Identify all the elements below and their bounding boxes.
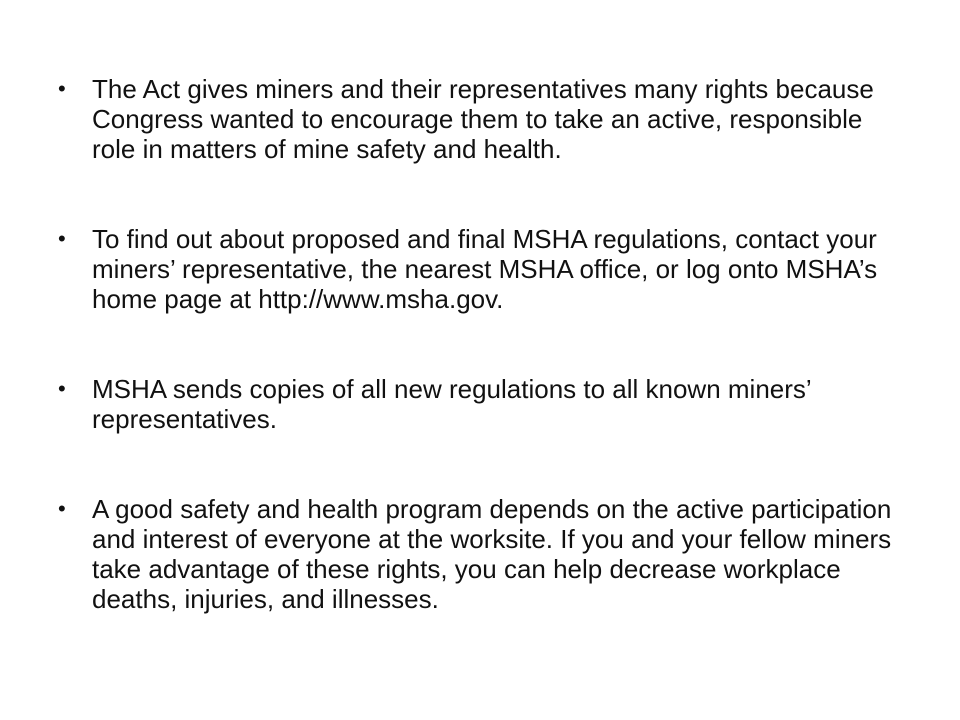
bullet-text: MSHA sends copies of all new regulations to all known miners’ representatives. [92, 374, 811, 434]
bullet-text: To find out about proposed and final MSHA regulations, contact your miners’ representative, the nearest MSHA office, or log onto MSHA’s home page at http://www.msha.gov. [92, 224, 878, 314]
bullet-text: A good safety and health program depends on the active participation and interest of everyone at the worksite. If you and your fellow miners take advantage of these rights, you can help decrease workplace deaths, injuries, and illnesses. [92, 494, 892, 614]
bullet-item [56, 224, 906, 314]
bullet-item [56, 74, 906, 164]
bullet-text: The Act gives miners and their representatives many rights because Congress wanted to encourage them to take an active, responsible role in matters of mine safety and health. [92, 74, 874, 164]
bullet-item [56, 374, 906, 434]
bullet-dot-icon: • [58, 376, 66, 401]
bullet-list [56, 74, 906, 614]
bullet-dot-icon: • [58, 226, 66, 251]
bullet-item [56, 494, 906, 614]
bullet-dot-icon: • [58, 76, 66, 101]
bullet-dot-icon: • [58, 496, 66, 521]
